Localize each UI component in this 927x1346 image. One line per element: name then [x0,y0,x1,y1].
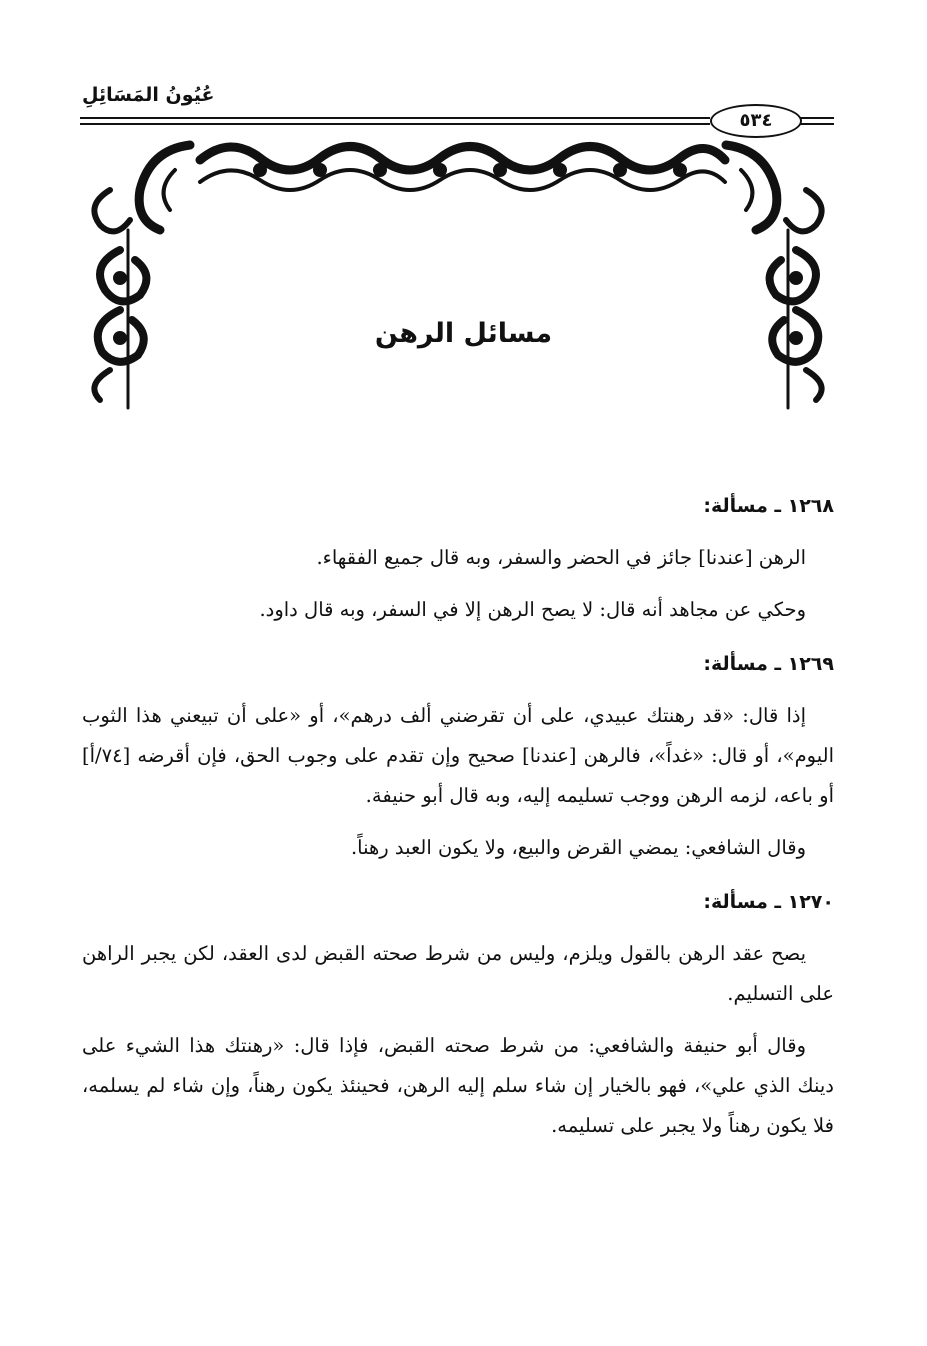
paragraph: يصح عقد الرهن بالقول ويلزم، وليس من شرط صحته القبض لدى العقد، لكن يجبر الراهن على التسليم. [82,942,834,1005]
paragraph: وقال أبو حنيفة والشافعي: من شرط صحته القبض، فإذا قال: «رهنتك هذا الشيء على دينك الذي علي»، فهو بالخيار إن شاء سلم إليه الرهن، فحينئذ يكون رهناً، وإن شاء لم يسلمه، فلا يكون رهناً ولا يجبر على تسليمه. [82,1034,834,1137]
issue-heading: ١٢٦٩ ـ مسألة: [703,653,834,675]
running-header-title: عُيُونُ المَسَائِلِ [82,84,215,106]
page-number: ٥٣٤ [710,104,802,138]
header-rule [796,123,834,125]
paragraph: إذا قال: «قد رهنتك عبيدي، على أن تقرضني ألف درهم»، أو «على أن تبيعني هذا الثوب اليوم»، أو قال: «غداً»، فالرهن [عندنا] صحيح وإن تقدم على وجوب الحق، فإن أقرضه [٧٤/أ] أو باعه، لزمه الرهن ووجب تسليمه إليه، وبه قال أبو حنيفة. [82,704,834,807]
paragraph: الرهن [عندنا] جائز في الحضر والسفر، وبه قال جميع الفقهاء. [316,546,806,569]
header-rule [80,123,710,125]
chapter-title: مسائل الرهن [374,318,553,349]
paragraph: وحكي عن مجاهد أنه قال: لا يصح الرهن إلا في السفر، وبه قال داود. [259,598,806,621]
issue-heading: ١٢٦٨ ـ مسألة: [703,495,834,517]
header-rule [80,117,710,119]
issue-heading: ١٢٧٠ ـ مسألة: [703,891,834,913]
body-text [82,486,834,1158]
ornamental-frame [80,130,836,410]
paragraph: وقال الشافعي: يمضي القرض والبيع، ولا يكون العبد رهناً. [350,836,806,859]
